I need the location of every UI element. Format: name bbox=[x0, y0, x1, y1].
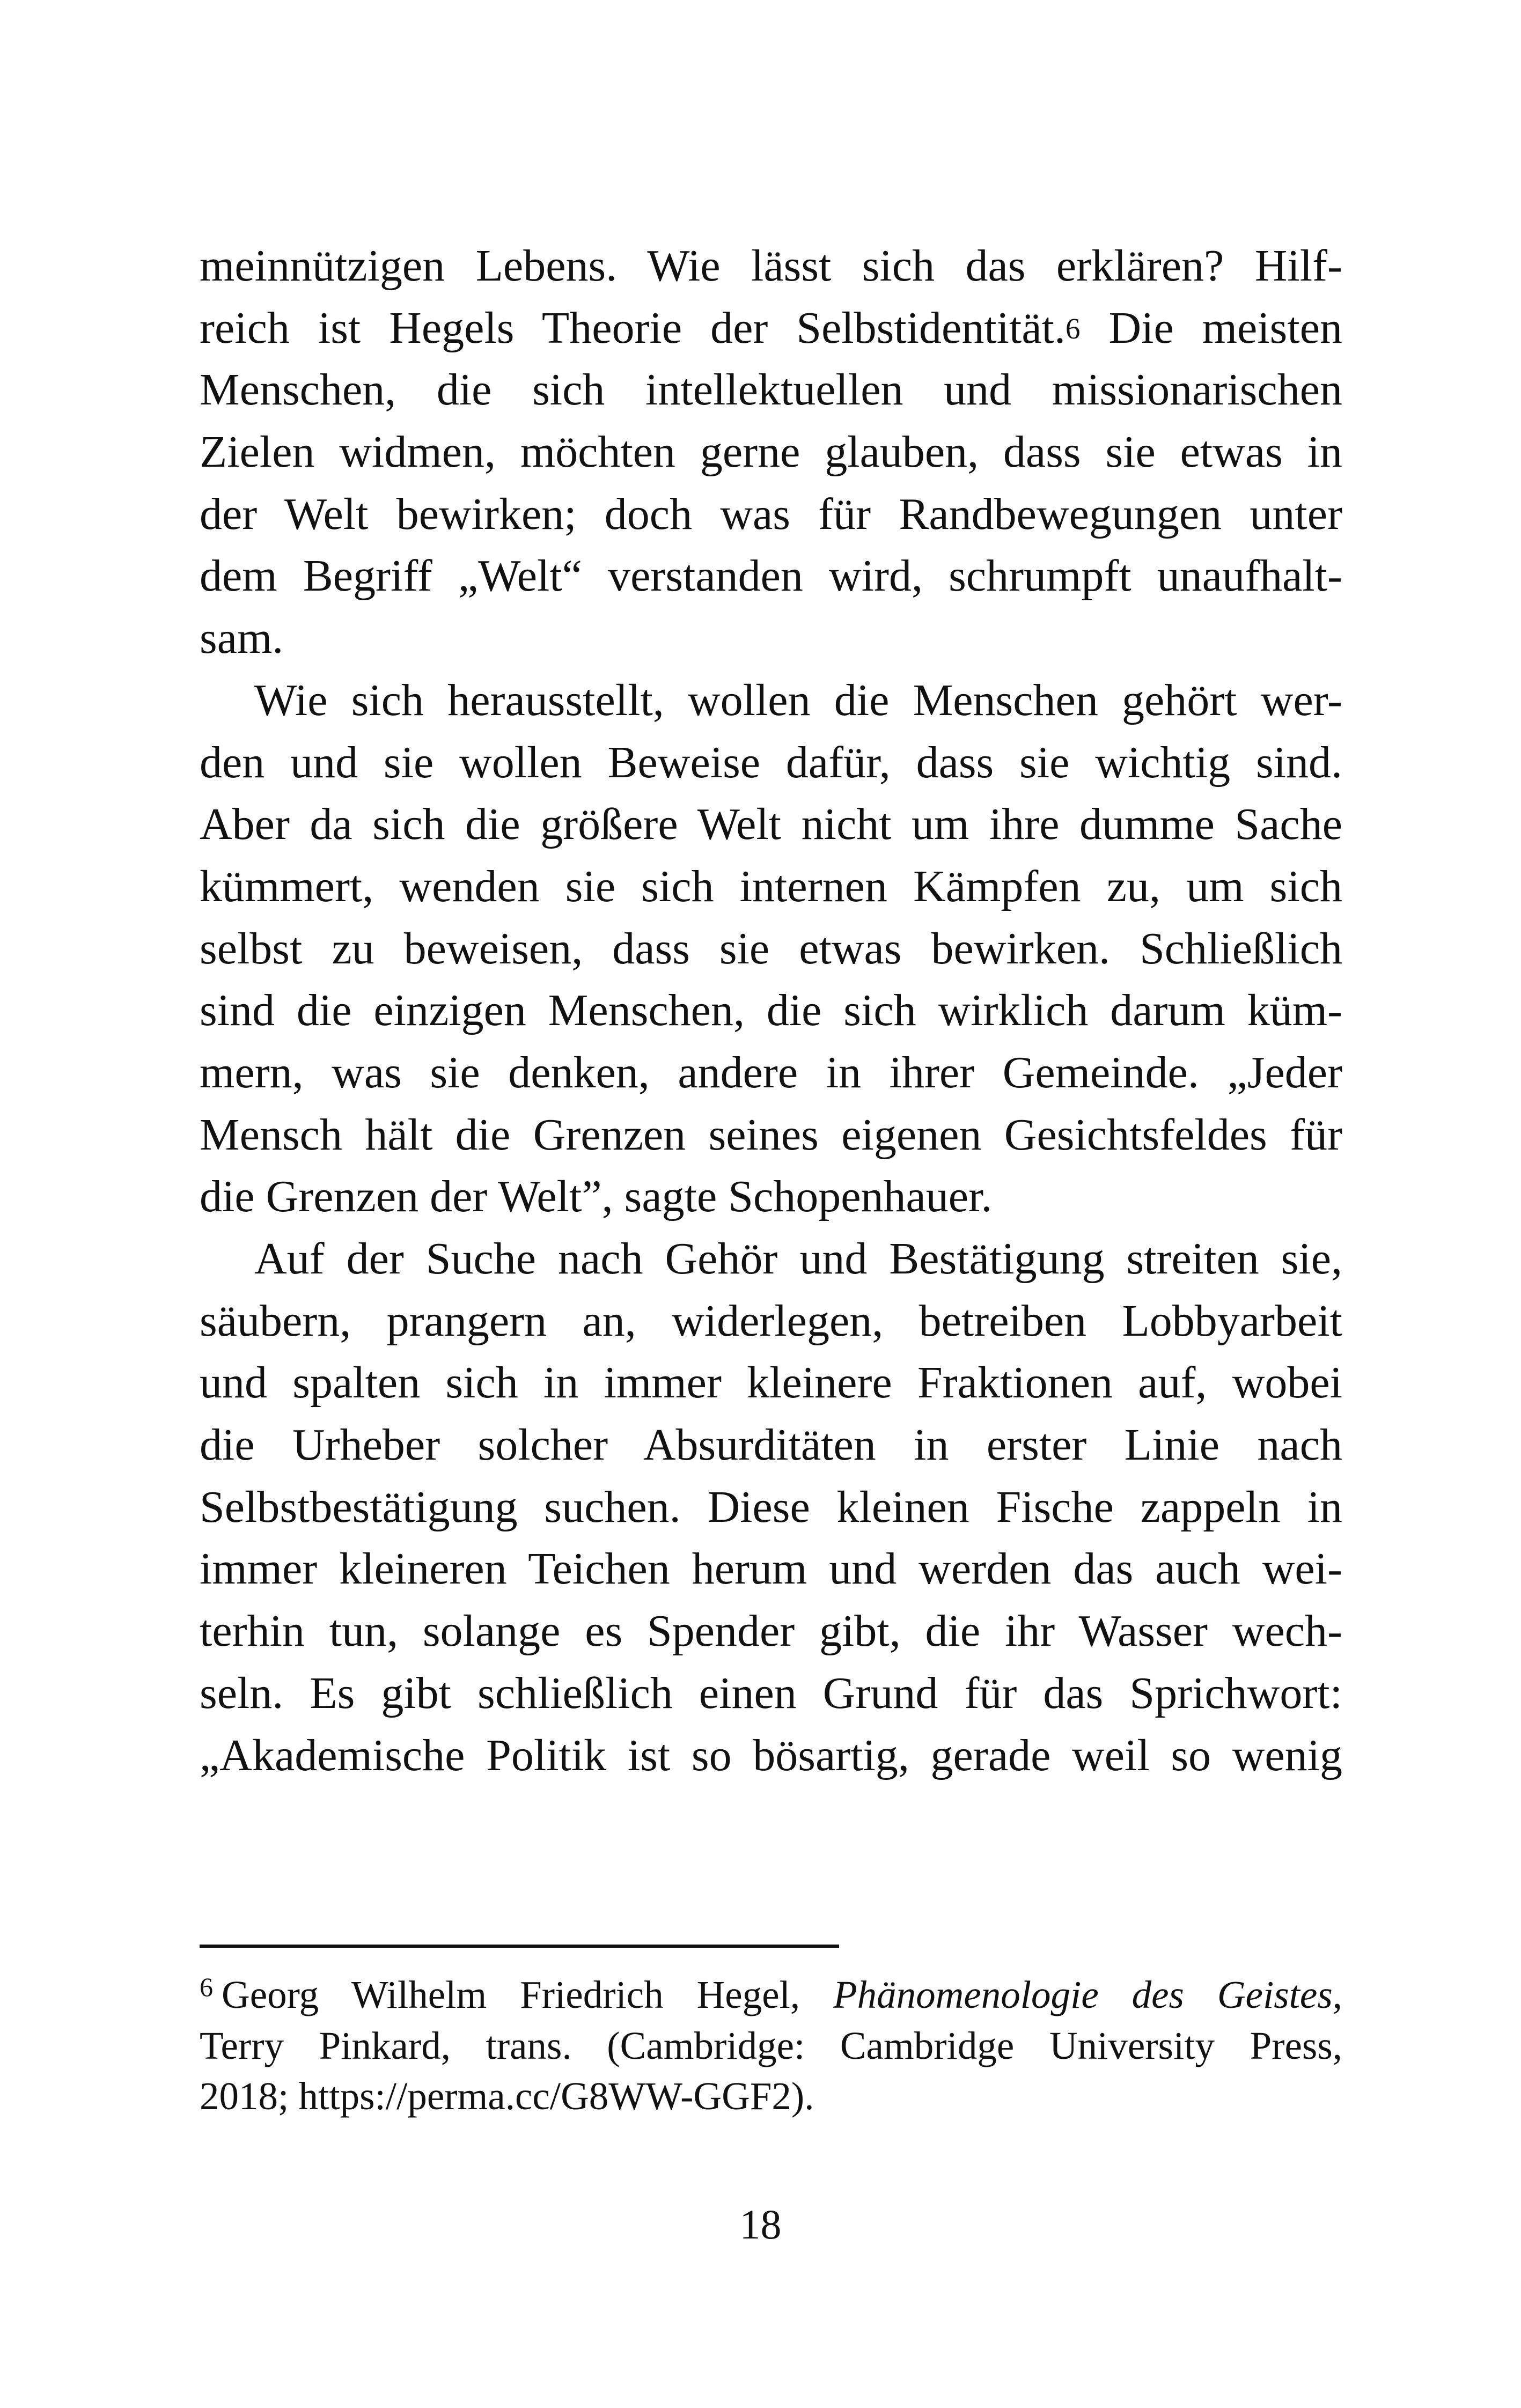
text-line: mern, was sie denken, andere in ihrer Gemeinde. „Jeder bbox=[200, 1047, 1342, 1098]
footnote-reference[interactable]: 6 bbox=[1065, 312, 1081, 345]
text-line: meinnützigen Lebens. Wie lässt sich das erklären? Hilf- bbox=[200, 241, 1342, 291]
footnote-author: Georg Wilhelm Friedrich Hegel, bbox=[222, 1973, 834, 2016]
text-line: die Grenzen der Welt”, sagte Schopenhauer. bbox=[200, 1172, 993, 1222]
footnote-line[interactable]: 2018; https://perma.cc/G8WW-GGF2). bbox=[200, 2074, 814, 2118]
text-line: Selbstbestätigung suchen. Diese kleinen Fische zappeln in bbox=[200, 1482, 1342, 1532]
text-line: sam. bbox=[200, 613, 284, 664]
text-line: immer kleineren Teichen herum und werden das auch wei- bbox=[200, 1544, 1342, 1594]
footnote bbox=[200, 1970, 1342, 2122]
text-line-start: reich ist Hegels Theorie der Selbstidentität. bbox=[200, 303, 1066, 353]
text-line: die Urheber solcher Absurditäten in erster Linie nach bbox=[200, 1420, 1342, 1470]
text-line bbox=[200, 297, 1342, 359]
text-line: Zielen widmen, möchten gerne glauben, dass sie etwas in bbox=[200, 427, 1342, 477]
text-line: Wie sich herausstellt, wollen die Menschen gehört wer- bbox=[254, 675, 1342, 725]
text-line: säubern, prangern an, widerlegen, betreiben Lobbyarbeit bbox=[200, 1295, 1342, 1346]
footnote-punct: , bbox=[1332, 1973, 1342, 2016]
footnote-divider bbox=[200, 1945, 839, 1948]
text-line-end: Die meisten bbox=[1080, 303, 1342, 353]
text-line: selbst zu beweisen, dass sie etwas bewirken. Schließlich bbox=[200, 923, 1342, 974]
text-line: Auf der Suche nach Gehör und Bestätigung streiten sie, bbox=[254, 1234, 1342, 1284]
text-line: Aber da sich die größere Welt nicht um ihre dumme Sache bbox=[200, 799, 1342, 850]
text-line: sind die einzigen Menschen, die sich wirklich darum küm- bbox=[200, 985, 1342, 1036]
text-line: den und sie wollen Beweise dafür, dass sie wichtig sind. bbox=[200, 737, 1342, 787]
body-text bbox=[200, 235, 1342, 1786]
text-line: seln. Es gibt schließlich einen Grund für das Sprichwort: bbox=[200, 1668, 1342, 1718]
text-line: Mensch hält die Grenzen seines eigenen Gesichtsfeldes für bbox=[200, 1109, 1342, 1160]
text-line: kümmert, wenden sie sich internen Kämpfen zu, um sich bbox=[200, 861, 1342, 911]
footnote-marker: 6 bbox=[200, 1972, 213, 2002]
footnote-line: Terry Pinkard, trans. (Cambridge: Cambridge University Press, bbox=[200, 2023, 1342, 2067]
text-line: „Akademische Politik ist so bösartig, gerade weil so wenig bbox=[200, 1730, 1342, 1780]
footnote-book-title: Phänomenologie des Geistes bbox=[833, 1973, 1333, 2016]
page-number: 18 bbox=[739, 2201, 782, 2248]
text-line: Menschen, die sich intellektuellen und missionarischen bbox=[200, 365, 1342, 415]
text-line: terhin tun, solange es Spender gibt, die ihr Wasser wech- bbox=[200, 1606, 1342, 1656]
text-line: der Welt bewirken; doch was für Randbewegungen unter bbox=[200, 489, 1342, 539]
text-line: dem Begriff „Welt“ verstanden wird, schrumpft unaufhalt- bbox=[200, 551, 1342, 601]
text-line: und spalten sich in immer kleinere Fraktionen auf, wobei bbox=[200, 1358, 1342, 1408]
footnote-line bbox=[200, 1970, 1342, 2021]
